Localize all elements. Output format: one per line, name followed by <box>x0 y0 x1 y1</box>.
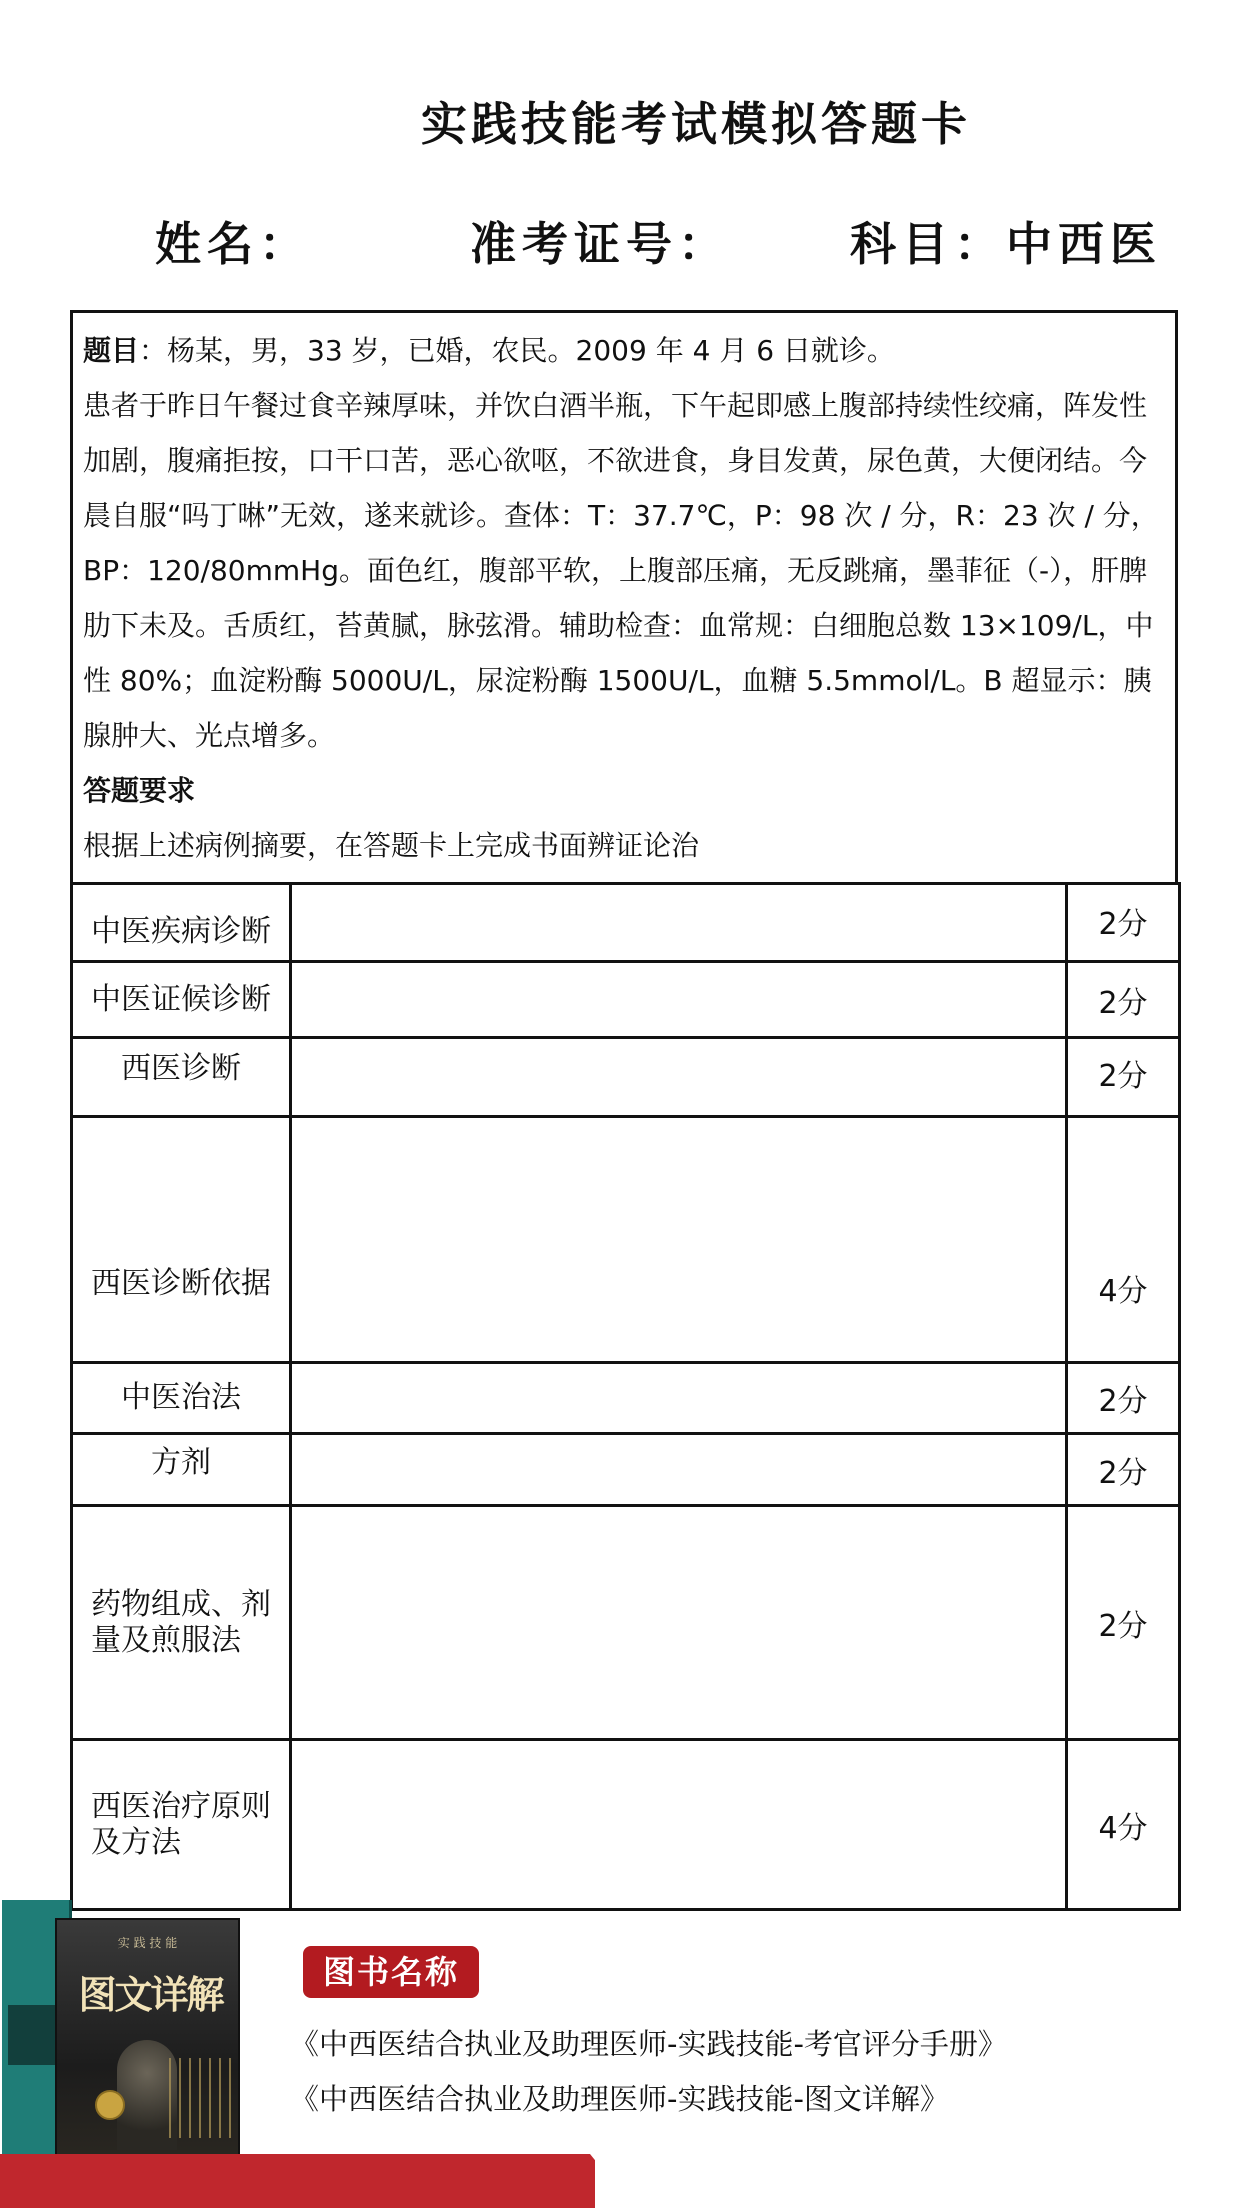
book-cover-figure <box>117 2040 177 2150</box>
ticket-number-label: 准考证号： <box>470 217 730 271</box>
row-score: 2分 <box>1067 962 1180 1038</box>
row-score: 2分 <box>1067 1038 1180 1117</box>
table-row <box>72 1506 1180 1740</box>
row-label: 西医诊断 <box>72 1038 291 1117</box>
row-label: 西医诊断依据 <box>72 1117 291 1363</box>
row-score: 2分 <box>1067 1363 1180 1434</box>
row-label: 药物组成、剂量及煎服法 <box>72 1506 291 1740</box>
row-score: 4分 <box>1067 1740 1180 1910</box>
medal-icon <box>95 2090 125 2120</box>
answer-field-medicine-dosage[interactable] <box>291 1506 1067 1740</box>
book-cover-front <box>55 1918 240 2188</box>
answer-field-prescription[interactable] <box>291 1434 1067 1506</box>
table-row <box>72 1117 1180 1363</box>
book-cover-text-columns <box>169 2058 231 2138</box>
row-label: 中医疾病诊断 <box>72 884 291 962</box>
table-row <box>72 1740 1180 1910</box>
table-row <box>72 1434 1180 1506</box>
book-name-2: 《中西医结合执业及助理医师-实践技能-图文详解》 <box>290 2082 949 2116</box>
table-row <box>72 1038 1180 1117</box>
question-box <box>70 310 1178 884</box>
row-label: 方剂 <box>72 1434 291 1506</box>
book-cover-title: 图文详解 <box>78 1972 223 2017</box>
answer-field-tcm-disease[interactable] <box>291 884 1067 962</box>
requirements-label: 答题要求 <box>83 774 196 807</box>
row-score: 2分 <box>1067 1506 1180 1740</box>
book-title-badge: 图书名称 <box>303 1946 479 1998</box>
answer-field-tcm-syndrome[interactable] <box>291 962 1067 1038</box>
name-label: 姓名： <box>155 217 311 271</box>
answer-field-diagnosis-basis[interactable] <box>291 1117 1067 1363</box>
row-score: 2分 <box>1067 884 1180 962</box>
question-first-line <box>83 323 1169 378</box>
question-label: 题目 <box>83 334 140 367</box>
answer-field-western-treatment[interactable] <box>291 1740 1067 1910</box>
answer-field-tcm-treatment[interactable] <box>291 1363 1067 1434</box>
row-score: 2分 <box>1067 1434 1180 1506</box>
requirements-text: 根据上述病例摘要，在答题卡上完成书面辨证论治 <box>83 829 700 862</box>
patient-summary: ：杨某，男，33 岁，已婚，农民。2009 年 4 月 6 日就诊。 <box>139 334 895 367</box>
case-description: 患者于昨日午餐过食辛辣厚味，并饮白酒半瓶，下午起即感上腹部持续性绞痛，阵发性加剧，腹痛拒按，口干口苦，恶心欲呕，不欲进食，身目发黄，尿色黄，大便闭结。今晨自服“吗丁啉”无效，遂来就诊。查体：T：37.7℃，P：98 次 / 分，R：23 次 / 分，BP：120/80mmHg。面色红，腹部平软，上腹部压痛，无反跳痛，墨菲征（-），肝脾肋下未及。舌质红，苔黄腻，脉弦滑。辅助检查：血常规：白细胞总数 13×109/L，中性 80%；血淀粉酶 5000U/L，尿淀粉酶 1500U/L，血糖 5.5mmol/L。B 超显示：胰腺肿大、光点增多。 <box>83 389 1159 752</box>
row-label: 中医治法 <box>72 1363 291 1434</box>
row-label: 西医治疗原则及方法 <box>72 1740 291 1910</box>
book-cover-series: 实 践 技 能 <box>117 1936 178 1950</box>
book-name-1: 《中西医结合执业及助理医师-实践技能-考官评分手册》 <box>290 2027 1007 2061</box>
row-score: 4分 <box>1067 1117 1180 1363</box>
page-title: 实践技能考试模拟答题卡 <box>421 97 971 151</box>
subject-label: 科目：中西医 <box>850 217 1162 271</box>
answer-field-western-diagnosis[interactable] <box>291 1038 1067 1117</box>
red-shelf <box>0 2154 595 2208</box>
table-row <box>72 1363 1180 1434</box>
table-row <box>72 962 1180 1038</box>
answer-table <box>70 882 1181 1911</box>
row-label: 中医证候诊断 <box>72 962 291 1038</box>
table-row <box>72 884 1180 962</box>
